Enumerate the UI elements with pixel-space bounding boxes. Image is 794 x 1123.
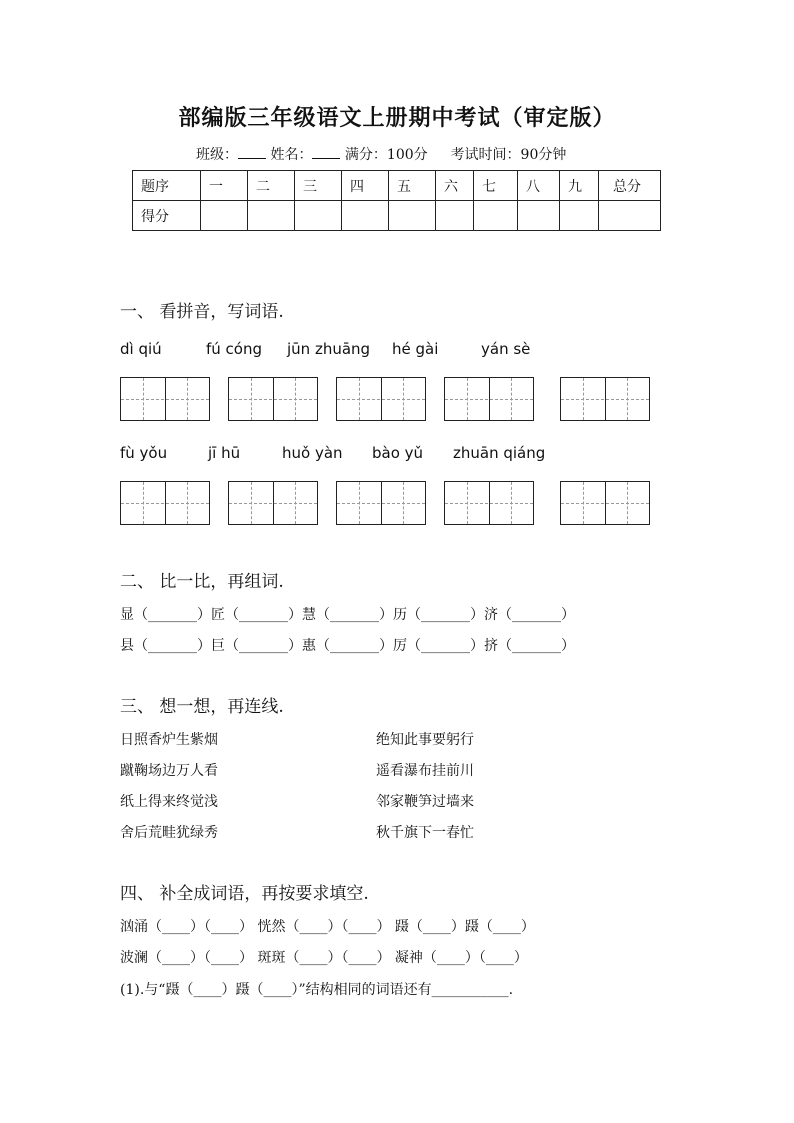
score-cell[interactable]	[389, 201, 436, 231]
score-table-score-row	[133, 201, 661, 231]
score-cell[interactable]	[436, 201, 474, 231]
class-blank[interactable]	[238, 146, 266, 159]
writing-grid[interactable]	[336, 481, 426, 525]
score-cell[interactable]	[248, 201, 295, 231]
header-cell: 二	[248, 171, 295, 201]
header-cell: 五	[389, 171, 436, 201]
writing-grid[interactable]	[560, 481, 650, 525]
score-table	[132, 170, 661, 231]
writing-grid[interactable]	[120, 377, 210, 421]
writing-grid[interactable]	[228, 377, 318, 421]
poem-right[interactable]: 邻家鞭笋过墙来	[376, 794, 474, 810]
score-table-header-row	[133, 171, 661, 201]
pinyin: hé gài	[392, 340, 439, 358]
page-title: 部编版三年级语文上册期中考试（审定版）	[178, 105, 616, 131]
score-cell[interactable]	[518, 201, 560, 231]
writing-grid[interactable]	[120, 481, 210, 525]
section1-heading: 一、 看拼音，写词语.	[120, 302, 284, 322]
pinyin: jūn zhuāng	[287, 340, 371, 358]
header-cell: 题序	[133, 171, 201, 201]
header-cell: 四	[342, 171, 389, 201]
fill-line-3: (1).与“蹑（____）蹑（____）”结构相同的词语还有___________.	[120, 982, 514, 998]
class-label: 班级：	[196, 147, 238, 163]
pinyin: dì qiú	[120, 340, 162, 358]
header-cell: 八	[518, 171, 560, 201]
section2-heading: 二、 比一比，再组词.	[120, 572, 284, 592]
row-label: 得分	[133, 201, 201, 231]
writing-grid[interactable]	[336, 377, 426, 421]
pinyin: bào yǔ	[372, 444, 424, 462]
poem-right[interactable]: 秋千旗下一春忙	[376, 825, 474, 841]
score-cell[interactable]	[295, 201, 342, 231]
score-cell[interactable]	[342, 201, 389, 231]
header-cell: 三	[295, 171, 342, 201]
score-cell[interactable]	[560, 201, 599, 231]
pinyin: fú cóng	[206, 340, 263, 358]
compare-line-2: 县（_______）巨（_______）惠（_______）厉（_______）挤（_______）	[120, 638, 575, 654]
pinyin: yán sè	[481, 340, 531, 358]
pinyin: jī hū	[208, 444, 241, 462]
pinyin: huǒ yàn	[282, 444, 343, 462]
header-cell: 总分	[599, 171, 661, 201]
poem-left[interactable]: 日照香炉生紫烟	[120, 732, 218, 748]
name-blank[interactable]	[312, 146, 340, 159]
header-cell: 一	[201, 171, 248, 201]
poem-right[interactable]: 绝知此事要躬行	[376, 732, 474, 748]
fill-line-1: 汹涌（____）（____） 恍然（____）（____） 蹑（____）蹑（____）	[120, 919, 535, 935]
header-cell: 七	[474, 171, 518, 201]
exam-info	[196, 144, 566, 164]
score-cell[interactable]	[474, 201, 518, 231]
score-cell[interactable]	[201, 201, 248, 231]
header-cell: 六	[436, 171, 474, 201]
writing-grid[interactable]	[228, 481, 318, 525]
poem-left[interactable]: 纸上得来终觉浅	[120, 794, 218, 810]
exam-time: 考试时间：90分钟	[450, 147, 567, 163]
writing-grid[interactable]	[444, 481, 534, 525]
pinyin: fù yǒu	[120, 444, 168, 462]
writing-grid[interactable]	[560, 377, 650, 421]
fill-line-2: 波澜（____）（____） 斑斑（____）（____） 凝神（____）（____）	[120, 950, 528, 966]
pinyin: zhuān qiáng	[453, 444, 546, 462]
poem-left[interactable]: 蹴鞠场边万人看	[120, 763, 218, 779]
section3-heading: 三、 想一想，再连线.	[120, 697, 284, 717]
section4-heading: 四、 补全成词语，再按要求填空.	[120, 884, 369, 904]
full-score: 满分：100分	[344, 147, 428, 163]
poem-right[interactable]: 遥看瀑布挂前川	[376, 763, 474, 779]
name-label: 姓名：	[270, 147, 313, 163]
compare-line-1: 显（_______）匠（_______）慧（_______）历（_______）济（_______）	[120, 607, 575, 623]
poem-left[interactable]: 舍后荒畦犹绿秀	[120, 825, 218, 841]
score-cell[interactable]	[599, 201, 661, 231]
writing-grid[interactable]	[444, 377, 534, 421]
header-cell: 九	[560, 171, 599, 201]
